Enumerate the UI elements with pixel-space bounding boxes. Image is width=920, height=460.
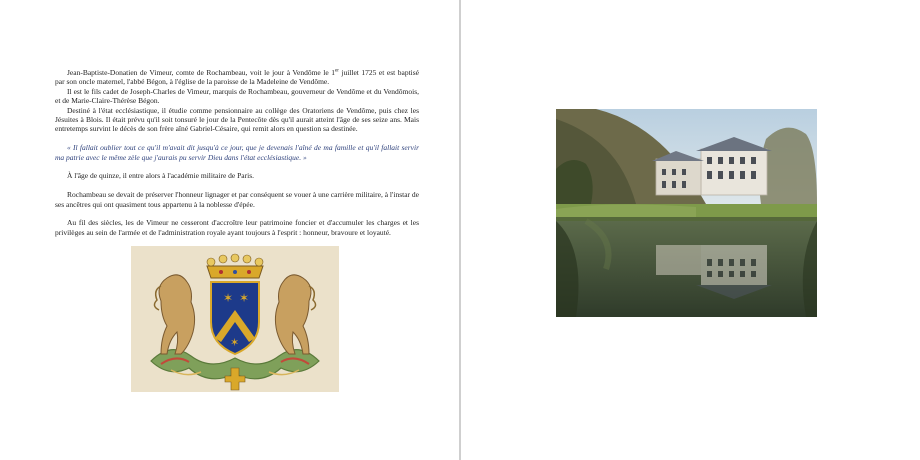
- paragraph-birth: [55, 68, 419, 87]
- birth-text-start: Jean-Baptiste-Donatien de Vimeur, comte de Rochambeau, voit le jour à Vendôme le 1: [67, 68, 335, 77]
- svg-text:✶: ✶: [230, 336, 240, 349]
- ordinal-superscript: er: [334, 68, 339, 74]
- left-page: [0, 0, 459, 460]
- biography-text: [55, 68, 419, 237]
- paragraph-heritage: Au fil des siècles, les de Vimeur ne cesseront d'accroître leur patrimoine foncier et d'accumuler les charges et les privilèges au sein de l'armée et de l'administration royale ayant toujours à l'esprit : honneur, bravoure et loyauté.: [55, 218, 419, 237]
- svg-text:✶: ✶: [223, 291, 234, 305]
- paragraph-career: Rochambeau se devait de préserver l'honneur lignager et par conséquent se vouer à une carrière militaire, à l'instar de ses ancêtres qui ont quasiment tous appartenu à la noblesse d'épée.: [55, 190, 419, 209]
- chateau-photo: [556, 109, 817, 317]
- birth-text-end: juillet 1725 et est baptisé par son oncle maternel, l'abbé Bégon, à l'église de la paroisse de la Madeleine de Vendôme.: [55, 68, 419, 87]
- svg-text:✶: ✶: [239, 291, 250, 305]
- paragraph-parents: Il est le fils cadet de Joseph-Charles de Vimeur, marquis de Rochambeau, gouverneur de Vendôme et du Vendômois, et de Marie-Claire-Thérèse Bégon.: [55, 86, 419, 106]
- coat-of-arms-image: [131, 246, 339, 392]
- paragraph-academy: À l'âge de quinze, il entre alors à l'académie militaire de Paris.: [67, 171, 255, 181]
- paragraph-education: Destiné à l'état ecclésiastique, il étudie comme pensionnaire au collège des Oratoriens de Vendôme, puis chez les Jésuites à Blois. Il était prévu qu'il soit tonsuré le jour de la Pentecôte dès qu'il aurait atteint l'âge de ses seize ans. Mais entretemps survint le décès de son frère aîné Gabriel-Césaire, qui remit alors en question sa destinée.: [55, 105, 419, 134]
- quote-paragraph: « Il fallait oublier tout ce qu'il m'avait dit jusqu'à ce jour, que je devenais l'aîné de ma famille et qu'il fallait servir ma patrie avec le même zèle que j'aurais pu servir Dieu dans l'état ecclésiastique. »: [55, 143, 419, 162]
- right-page: [461, 0, 920, 460]
